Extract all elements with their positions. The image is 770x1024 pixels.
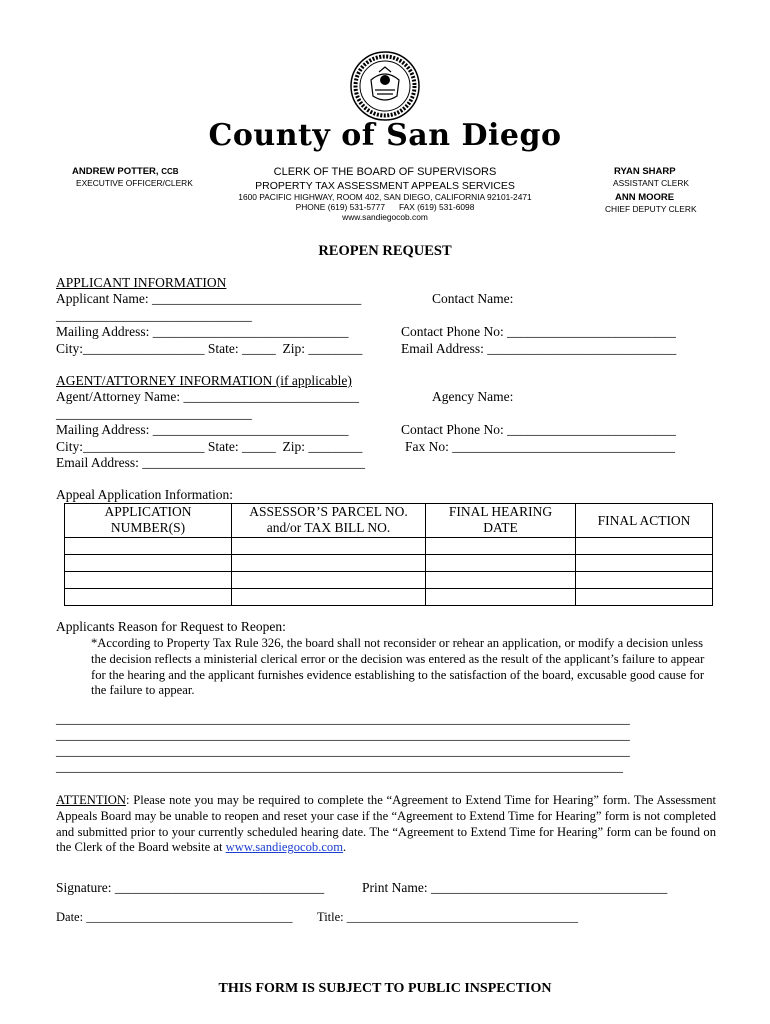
rule-326-note: *According to Property Tax Rule 326, the board shall not reconsider or rehear an application, or modify a decision unless the decision reflects a ministerial clerical error or the decision was entered as the result of the applicant’s failure to appear for the hearing and the applicant furnishes evidence establishing to the satisfaction of the board, excusable good cause for the failure to appear. [91, 636, 705, 698]
agent-heading: AGENT/ATTORNEY INFORMATION (if applicable) [56, 373, 352, 388]
fax-field[interactable]: Fax No: _________________________________ [405, 439, 675, 454]
header-line: FINAL HEARING [448, 504, 553, 519]
header-parcel-number [232, 504, 426, 538]
agency-name-field[interactable]: Agency Name: [432, 389, 514, 404]
table-row[interactable] [65, 572, 713, 589]
date-field[interactable]: Date: _________________________________ [56, 910, 296, 924]
chief-deputy-name: ANN MOORE [615, 192, 675, 203]
signature-field[interactable]: Signature: _______________________________ [56, 880, 325, 895]
appeals-services-line: PROPERTY TAX ASSESSMENT APPEALS SERVICES [255, 180, 515, 192]
applicant-name-continuation[interactable]: _____________________________ [56, 308, 252, 323]
email-address-field[interactable]: Email Address: ____________________________ [401, 341, 677, 356]
table-cell[interactable] [576, 572, 713, 589]
phone-fax-line: PHONE (619) 531-5777 FAX (619) 531-6098 [295, 202, 475, 212]
header-hearing-date [426, 504, 576, 538]
agent-city-state-zip-field[interactable]: City:__________________ State: _____ Zip: ________ [56, 439, 363, 454]
header-line: NUMBER(S) [110, 520, 186, 535]
reason-label: Applicants Reason for Request to Reopen: [56, 619, 286, 634]
table-cell[interactable] [426, 538, 576, 555]
agent-name-continuation[interactable]: _____________________________ [56, 406, 252, 421]
reason-line-1[interactable]: _____________________________________________________________________________________ [56, 711, 630, 726]
table-row[interactable] [65, 589, 713, 606]
table-cell[interactable] [65, 572, 232, 589]
agent-name-field[interactable]: Agent/Attorney Name: __________________________ [56, 389, 359, 404]
public-inspection-notice: THIS FORM IS SUBJECT TO PUBLIC INSPECTION [218, 981, 552, 996]
table-cell[interactable] [576, 555, 713, 572]
header-line: FINAL ACTION [597, 512, 691, 528]
agent-contact-phone-field[interactable]: Contact Phone No: _________________________ [401, 422, 676, 437]
mailing-address-field[interactable]: Mailing Address: _____________________________ [56, 324, 349, 339]
form-title: REOPEN REQUEST [318, 243, 452, 259]
attention-text: : Please note you may be required to complete the “Agreement to Extend Time for Hearing” form. The Assessment Appeals Board may be unable to reopen and reset your case if the “Agreement to Extend Time for Hearing” form is not completed and submitted prior to your currently scheduled hearing date. The “Agreement to Extend Time for Hearing” form can be found on the Clerk of the Board website at [56, 793, 716, 855]
reason-line-2[interactable]: _____________________________________________________________________________________ [56, 727, 630, 742]
agent-mailing-address-field[interactable]: Mailing Address: _____________________________ [56, 422, 349, 437]
table-cell[interactable] [232, 589, 426, 606]
website-line: www.sandiegocob.com [342, 212, 428, 222]
contact-name-field[interactable]: Contact Name: [432, 291, 514, 306]
contact-phone-field[interactable]: Contact Phone No: _________________________ [401, 324, 676, 339]
executive-officer-name-text: ANDREW POTTER, [72, 166, 159, 177]
table-header-row [65, 504, 713, 538]
header-line: ASSESSOR’S PARCEL NO. [249, 504, 408, 519]
table-cell[interactable] [232, 572, 426, 589]
assistant-clerk-name: RYAN SHARP [614, 166, 676, 177]
header-line: and/or TAX BILL NO. [266, 520, 391, 535]
header-application-numbers [65, 504, 232, 538]
executive-officer-title: EXECUTIVE OFFICER/CLERK [76, 178, 193, 188]
chief-deputy-title: CHIEF DEPUTY CLERK [605, 204, 697, 214]
address-line: 1600 PACIFIC HIGHWAY, ROOM 402, SAN DIEGO, CALIFORNIA 92101-2471 [238, 192, 532, 202]
appeal-info-label: Appeal Application Information: [56, 487, 233, 502]
city-state-zip-field[interactable]: City:__________________ State: _____ Zip: ________ [56, 341, 363, 356]
table-cell[interactable] [65, 555, 232, 572]
applicant-heading: APPLICANT INFORMATION [56, 275, 227, 290]
table-cell[interactable] [576, 538, 713, 555]
header-final-action [576, 504, 713, 538]
table-cell[interactable] [576, 589, 713, 606]
assistant-clerk-title: ASSISTANT CLERK [613, 178, 690, 188]
table-cell[interactable] [232, 555, 426, 572]
reason-line-4[interactable]: ____________________________________________________________________________________ [56, 759, 623, 774]
table-cell[interactable] [426, 589, 576, 606]
agent-email-field[interactable]: Email Address: _________________________________ [56, 455, 365, 470]
table-cell[interactable] [426, 572, 576, 589]
attention-end: . [343, 840, 347, 855]
website-link[interactable]: www.sandiegocob.com [225, 840, 344, 855]
county-seal-icon [349, 50, 421, 122]
county-name-title: County of San Diego [208, 118, 562, 153]
title-field[interactable]: Title: _____________________________________ [317, 910, 579, 924]
reason-line-3[interactable]: _____________________________________________________________________________________ [56, 743, 630, 758]
table-cell[interactable] [65, 538, 232, 555]
table-row[interactable] [65, 538, 713, 555]
table-row[interactable] [65, 555, 713, 572]
applicant-name-field[interactable]: Applicant Name: _______________________________ [56, 291, 362, 306]
clerk-of-board-line: CLERK OF THE BOARD OF SUPERVISORS [273, 166, 497, 178]
attention-paragraph [56, 793, 716, 856]
attention-label: ATTENTION [56, 793, 126, 807]
header-line: APPLICATION [104, 504, 192, 519]
ccb-suffix: CCB [161, 167, 179, 176]
header-line: DATE [483, 520, 518, 535]
table-cell[interactable] [426, 555, 576, 572]
table-cell[interactable] [65, 589, 232, 606]
print-name-field[interactable]: Print Name: ___________________________________ [362, 880, 668, 895]
table-cell[interactable] [232, 538, 426, 555]
appeal-applications-table [64, 503, 713, 606]
